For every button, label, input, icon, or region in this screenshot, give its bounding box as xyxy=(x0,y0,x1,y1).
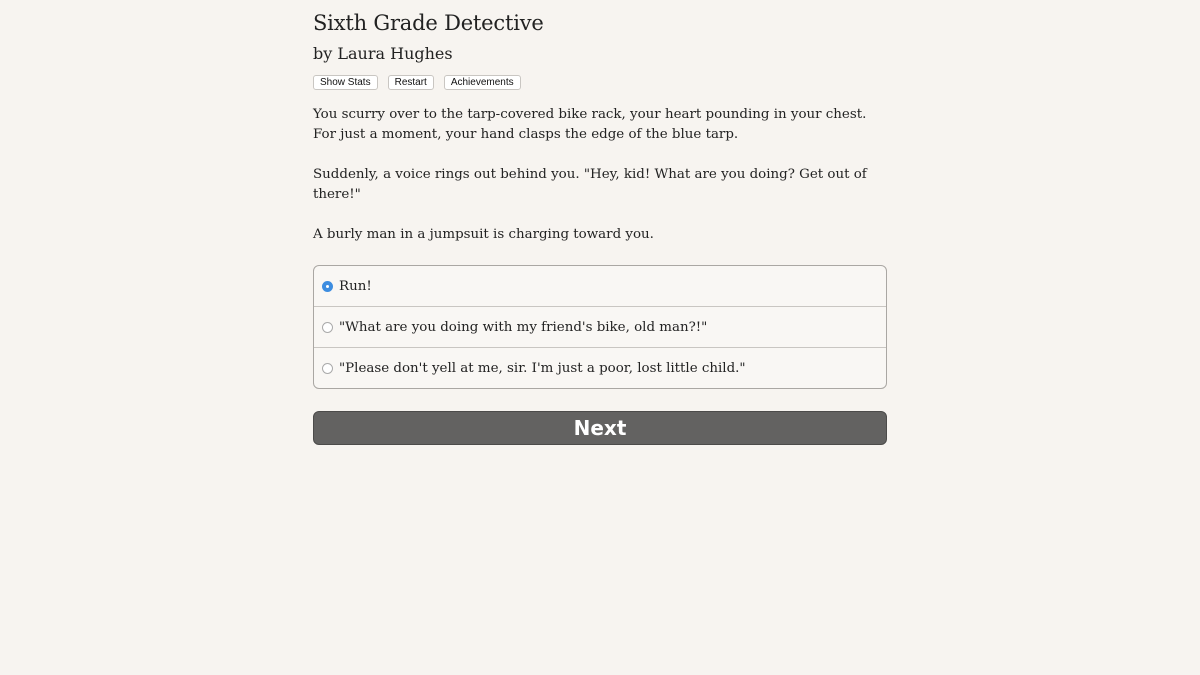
radio-button[interactable] xyxy=(322,322,333,333)
achievements-button[interactable]: Achievements xyxy=(444,75,521,90)
game-title: Sixth Grade Detective xyxy=(313,11,544,35)
radio-button[interactable] xyxy=(322,363,333,374)
game-author: by Laura Hughes xyxy=(313,44,453,63)
restart-button[interactable]: Restart xyxy=(388,75,434,90)
show-stats-button[interactable]: Show Stats xyxy=(313,75,378,90)
story-text xyxy=(313,105,887,245)
story-paragraph: Suddenly, a voice rings out behind you. "Hey, kid! What are you doing? Get out of there!" xyxy=(313,167,867,202)
choice-label: Run! xyxy=(339,278,372,294)
choice-option-plead[interactable] xyxy=(314,347,886,388)
choice-label: "Please don't yell at me, sir. I'm just a poor, lost little child." xyxy=(339,360,746,376)
story-container xyxy=(313,8,887,445)
story-paragraph: A burly man in a jumpsuit is charging toward you. xyxy=(313,227,654,242)
choice-list xyxy=(313,265,887,389)
choice-label: "What are you doing with my friend's bike, old man?!" xyxy=(339,319,708,335)
choice-option-run[interactable] xyxy=(314,266,886,306)
radio-button[interactable] xyxy=(322,281,333,292)
toolbar xyxy=(313,75,887,91)
choice-option-confront[interactable] xyxy=(314,306,886,347)
next-button[interactable]: Next xyxy=(313,411,887,445)
story-paragraph: You scurry over to the tarp-covered bike rack, your heart pounding in your chest. For just a moment, your hand clasps the edge of the blue tarp. xyxy=(313,107,867,142)
